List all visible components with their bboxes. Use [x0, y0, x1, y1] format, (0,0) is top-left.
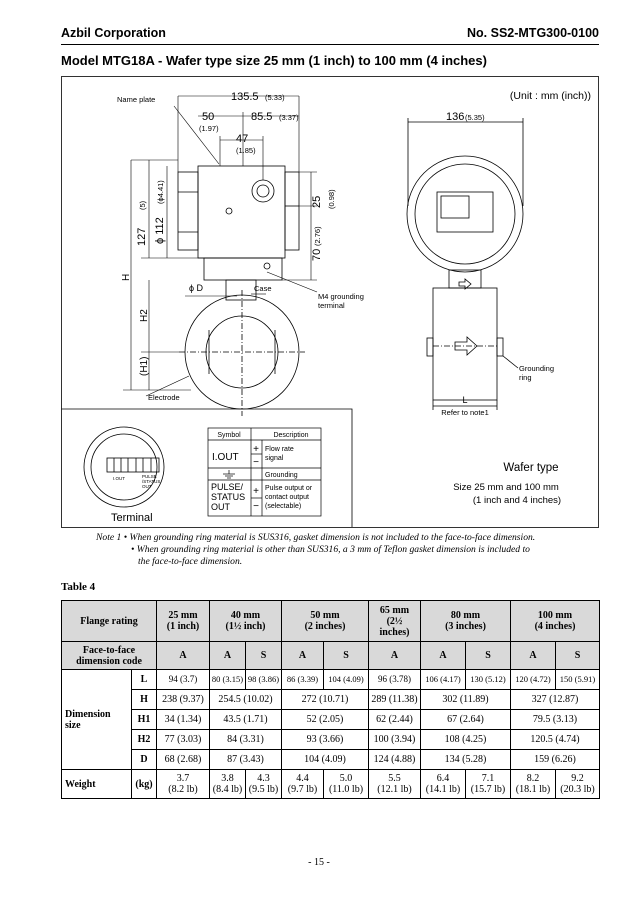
front-view — [407, 118, 523, 410]
svg-text:−: − — [253, 501, 259, 512]
ground-symbol-icon — [223, 470, 235, 478]
size-header: 100 mm (4 inches) — [511, 601, 600, 642]
size-header: 40 mm (1½ inch) — [210, 601, 282, 642]
model-title: Model MTG18A - Wafer type size 25 mm (1 inch) to 100 mm (4 inches) — [61, 53, 487, 68]
svg-text:135.5: 135.5 — [231, 91, 259, 103]
svg-text:(selectable): (selectable) — [265, 503, 302, 510]
size-header: 25 mm (1 inch) — [157, 601, 210, 642]
svg-text:25: 25 — [311, 195, 323, 208]
note-line-2: • When grounding ring material is other than SUS316, a 3 mm of Teflon gasket dimension is included to — [131, 544, 530, 555]
svg-text:85.5: 85.5 — [251, 111, 273, 123]
svg-text:ϕ 112: ϕ 112 — [154, 217, 166, 244]
svg-text:ring: ring — [519, 373, 532, 382]
code-cell: A — [282, 642, 324, 670]
terminal-label: Terminal — [111, 512, 153, 524]
svg-text:I.OUT: I.OUT — [113, 476, 125, 481]
terminal-diagram — [84, 427, 164, 507]
table-row: H2 77 (3.03) 84 (3.31) 93 (3.66) 100 (3.94) 108 (4.25) 120.5 (4.74) — [62, 730, 600, 750]
m4-terminal-label: M4 grounding — [318, 292, 364, 301]
svg-text:/STATUS: /STATUS — [142, 479, 161, 484]
dimension-table — [61, 600, 600, 799]
code-cell: S — [466, 642, 511, 670]
svg-text:Description: Description — [273, 432, 309, 439]
svg-text:(5.33): (5.33) — [265, 93, 285, 102]
weight-row: Weight (kg) 3.7 (8.2 lb) 3.8 (8.4 lb) 4.3 (9.5 lb) 4.4 (9.7 lb) 5.0 (11.0 lb) 5.5 (12.1 lb) 6.4 (14.1 lb) 7.1 (15.7 lb) 8.2 (18.1 lb) 9.2 (20.3 lb) — [62, 770, 600, 799]
size-range-label: Size 25 mm and 100 mm — [453, 482, 559, 493]
svg-text:Grounding: Grounding — [265, 472, 298, 479]
svg-text:(0.98): (0.98) — [327, 189, 336, 209]
code-cell: A — [511, 642, 556, 670]
ftf-header: Face-to-face dimension code — [62, 642, 157, 670]
svg-text:ϕ D: ϕ D — [189, 283, 204, 293]
table-row: H 238 (9.37) 254.5 (10.02) 272 (10.71) 289 (11.38) 302 (11.89) 327 (12.87) — [62, 690, 600, 710]
dimension-size-label: Dimension size — [62, 670, 132, 770]
svg-text:(3.37): (3.37) — [279, 113, 299, 122]
svg-text:signal: signal — [265, 455, 284, 462]
header-rule — [61, 44, 599, 45]
svg-text:70: 70 — [311, 248, 323, 261]
code-row — [62, 642, 600, 670]
svg-text:(5): (5) — [138, 200, 147, 210]
table-row: H1 34 (1.34) 43.5 (1.71) 52 (2.05) 62 (2.44) 67 (2.64) 79.5 (3.13) — [62, 710, 600, 730]
svg-text:(1.85): (1.85) — [236, 146, 256, 155]
weight-label: Weight — [62, 770, 132, 799]
svg-text:L: L — [462, 395, 468, 405]
svg-text:STATUS: STATUS — [211, 492, 246, 502]
document-number: No. SS2-MTG300-0100 — [467, 26, 599, 40]
size-header: 50 mm (2 inches) — [282, 601, 369, 642]
svg-text:(1.97): (1.97) — [199, 124, 219, 133]
code-cell: S — [324, 642, 369, 670]
svg-text:(ϕ4.41): (ϕ4.41) — [156, 180, 165, 204]
svg-text:contact output: contact output — [265, 494, 309, 501]
table-header-row — [62, 601, 600, 642]
page-number: - 15 - — [308, 857, 330, 868]
wafer-type-label: Wafer type — [503, 462, 559, 474]
dimension-drawing — [61, 76, 599, 528]
svg-text:50: 50 — [202, 111, 215, 123]
svg-text:H2: H2 — [139, 309, 150, 322]
svg-text:PULSE/: PULSE/ — [211, 482, 244, 492]
grounding-ring-label: Grounding — [519, 364, 555, 373]
code-cell: A — [210, 642, 246, 670]
svg-text:−: − — [253, 457, 259, 468]
svg-text:136: 136 — [446, 111, 465, 123]
code-cell: S — [556, 642, 600, 670]
notes — [96, 532, 596, 568]
page-header — [61, 26, 599, 42]
svg-text:OUT: OUT — [142, 484, 152, 489]
svg-text:OUT: OUT — [211, 502, 230, 512]
svg-text:PULSE: PULSE — [142, 474, 157, 479]
svg-text:(2.76): (2.76) — [313, 226, 322, 246]
note-line-3: the face-to-face dimension. — [138, 556, 243, 567]
svg-text:Symbol: Symbol — [217, 432, 241, 439]
row-label: L — [132, 670, 157, 690]
size-header: 65 mm (2½ inches) — [369, 601, 421, 642]
svg-text:(H1): (H1) — [139, 356, 150, 376]
svg-text:(5.35): (5.35) — [465, 113, 485, 122]
svg-text:(1 inch and 4 inches): (1 inch and 4 inches) — [472, 495, 562, 506]
svg-text:+: + — [253, 444, 259, 455]
code-cell: A — [369, 642, 421, 670]
iout-symbol: I.OUT — [212, 452, 239, 463]
flange-rating-header: Flange rating — [62, 601, 157, 642]
svg-text:+: + — [253, 486, 259, 497]
code-cell: A — [157, 642, 210, 670]
electrode-label: Electrode — [148, 393, 180, 402]
table-row: D 68 (2.68) 87 (3.43) 104 (4.09) 124 (4.88) 134 (5.28) 159 (6.26) — [62, 750, 600, 770]
svg-text:Flow rate: Flow rate — [265, 446, 294, 453]
unit-label: (Unit : mm (inch)) — [509, 90, 591, 102]
drawing-svg — [61, 76, 599, 528]
company-name: Azbil Corporation — [61, 26, 166, 40]
svg-text:Pulse output or: Pulse output or — [265, 485, 313, 492]
case-label: Case — [254, 284, 272, 293]
table-row: Dimension size L 94 (3.7) 80 (3.15) 98 (3.86) 86 (3.39) 104 (4.09) 96 (3.78) 106 (4.17) 130 (5.12) 120 (4.72) 150 (5.91) — [62, 670, 600, 690]
svg-text:terminal: terminal — [318, 301, 345, 310]
svg-text:127: 127 — [136, 227, 148, 246]
code-cell: S — [246, 642, 282, 670]
name-plate-label: Name plate — [117, 95, 156, 104]
svg-text:H: H — [121, 273, 132, 281]
refer-note-label: Refer to note1 — [441, 408, 489, 417]
size-header: 80 mm (3 inches) — [421, 601, 511, 642]
svg-text:47: 47 — [236, 133, 249, 145]
note-line-1: Note 1 • When grounding ring material is SUS316, gasket dimension is not included to the face-to-face dimension. — [96, 532, 536, 543]
code-cell: A — [421, 642, 466, 670]
table-title: Table 4 — [61, 581, 96, 593]
